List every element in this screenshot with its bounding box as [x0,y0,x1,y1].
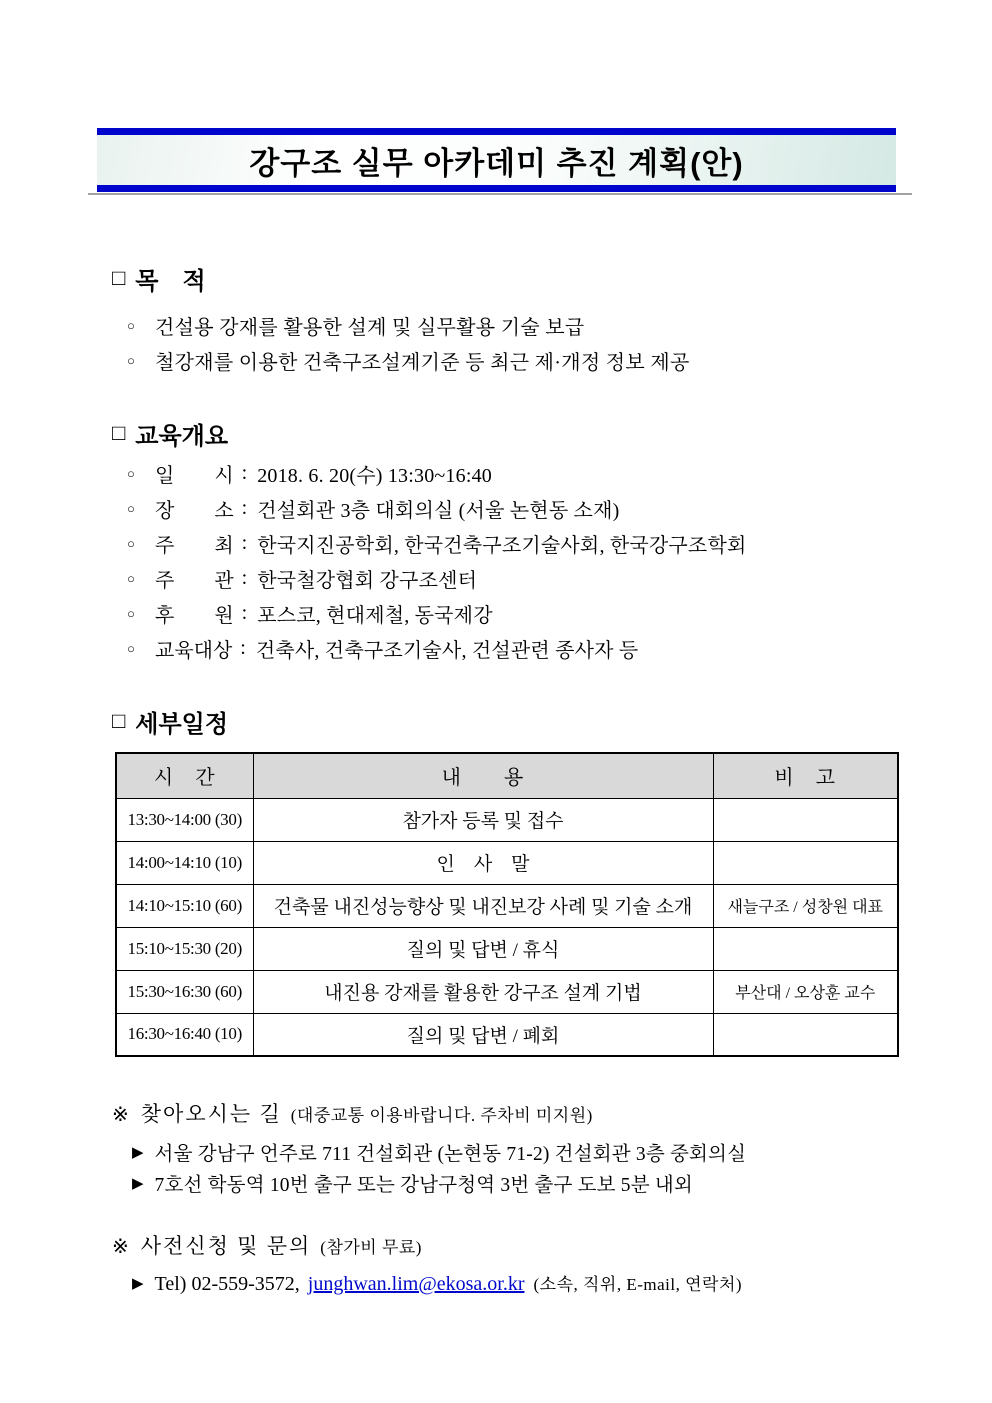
contact-line [132,1270,742,1296]
overview-item-label: 일 시 [155,465,234,487]
column-header-time: 시 간 [116,753,253,798]
list-item [132,1167,746,1198]
column-header-content: 내 용 [253,753,713,798]
colon-separator: : [241,602,248,624]
directions-heading-note: (대중교통 이용바랍니다. 주차비 미지원) [290,1106,593,1125]
overview-item-value: 건축사, 건축구조기술사, 건설관련 종사자 등 [255,640,639,662]
arrow-bullet-icon: ▶ [132,1173,144,1192]
cell-content: 참가자 등록 및 접수 [253,798,713,841]
banner-underline [88,193,912,195]
contact-heading [112,1230,422,1260]
table-row [116,1013,898,1056]
overview-item-label: 주 관 [155,570,234,592]
overview-item-value: 포스코, 현대제철, 동국제강 [257,605,493,627]
list-item [127,526,746,561]
circle-bullet-icon: ○ [127,317,135,333]
reference-mark-icon: ※ [112,1104,129,1126]
colon-separator: : [241,462,248,484]
arrow-bullet-icon: ▶ [132,1274,144,1292]
list-item [127,491,746,526]
purpose-list [127,308,690,378]
circle-bullet-icon: ○ [127,605,135,621]
section-heading-text: 교육개요 [135,423,229,450]
column-header-note: 비 고 [713,753,898,798]
cell-time: 14:10~15:10 (60) [116,884,253,927]
section-heading-text: 목 적 [135,268,206,295]
directions-list [132,1136,746,1198]
list-item [127,631,746,666]
cell-content: 질의 및 답변 / 휴식 [253,927,713,970]
cell-content: 질의 및 답변 / 폐회 [253,1013,713,1056]
page-title: 강구조 실무 아카데미 추진 계획(안) [249,145,744,181]
email-link[interactable]: junghwan.lim@ekosa.or.kr [307,1273,525,1295]
table-header-row [116,753,898,798]
colon-separator: : [241,497,248,519]
cell-time: 14:00~14:10 (10) [116,841,253,884]
section-heading-schedule [112,704,228,739]
list-item [132,1136,746,1167]
circle-bullet-icon: ○ [127,535,135,551]
circle-bullet-icon: ○ [127,640,135,656]
cell-time: 16:30~16:40 (10) [116,1013,253,1056]
overview-item-label: 장 소 [155,500,234,522]
overview-item-label: 후 원 [155,605,234,627]
overview-item-label: 교육대상 [155,640,233,662]
table-row [116,884,898,927]
table-row [116,798,898,841]
phone-number: Tel) 02-559-3572, [154,1273,300,1295]
square-bullet-icon: □ [112,264,126,290]
cell-note [713,1013,898,1056]
overview-item-label: 주 최 [155,535,234,557]
cell-note: 부산대 / 오상훈 교수 [713,970,898,1013]
cell-note [713,927,898,970]
colon-separator: : [240,637,246,659]
contact-heading-text: 사전신청 및 문의 [140,1234,312,1258]
list-item [127,343,690,378]
cell-content: 건축물 내진성능향상 및 내진보강 사례 및 기술 소개 [253,884,713,927]
circle-bullet-icon: ○ [127,570,135,586]
list-item [127,596,746,631]
circle-bullet-icon: ○ [127,500,135,516]
contact-heading-note: (참가비 무료) [320,1238,422,1257]
table-row [116,927,898,970]
directions-heading [112,1098,593,1128]
overview-list [127,456,746,666]
cell-content: 인 사 말 [253,841,713,884]
reference-mark-icon: ※ [112,1236,129,1258]
directions-item-text: 서울 강남구 언주로 711 건설회관 (논현동 71-2) 건설회관 3층 중회의실 [154,1143,747,1165]
cell-time: 13:30~14:00 (30) [116,798,253,841]
section-heading-overview [112,416,228,451]
circle-bullet-icon: ○ [127,465,135,481]
directions-item-text: 7호선 학동역 10번 출구 또는 강남구청역 3번 출구 도보 5분 내외 [154,1174,693,1196]
table-row [116,970,898,1013]
cell-time: 15:10~15:30 (20) [116,927,253,970]
purpose-item-text: 건설용 강재를 활용한 설계 및 실무활용 기술 보급 [155,317,585,339]
list-item [127,308,690,343]
section-heading-text: 세부일정 [135,711,229,738]
cell-note: 새늘구조 / 성창원 대표 [713,884,898,927]
cell-content: 내진용 강재를 활용한 강구조 설계 기법 [253,970,713,1013]
table-row [116,841,898,884]
colon-separator: : [241,567,248,589]
list-item [127,561,746,596]
purpose-item-text: 철강재를 이용한 건축구조설계기준 등 최근 제·개정 정보 제공 [155,352,690,374]
title-banner [97,128,896,192]
overview-item-value: 한국지진공학회, 한국건축구조기술사회, 한국강구조학회 [257,535,747,557]
square-bullet-icon: □ [112,419,126,445]
circle-bullet-icon: ○ [127,352,135,368]
overview-item-value: 2018. 6. 20(수) 13:30~16:40 [257,465,492,487]
contact-fields-note: (소속, 직위, E-mail, 연락처) [533,1275,743,1294]
cell-note [713,841,898,884]
overview-item-value: 한국철강협회 강구조센터 [257,570,478,592]
schedule-table [115,752,899,1057]
square-bullet-icon: □ [112,707,126,733]
cell-time: 15:30~16:30 (60) [116,970,253,1013]
list-item [127,456,746,491]
arrow-bullet-icon: ▶ [132,1142,144,1161]
section-heading-purpose [112,261,206,296]
overview-item-value: 건설회관 3층 대회의실 (서울 논현동 소재) [257,500,620,522]
cell-note [713,798,898,841]
directions-heading-text: 찾아오시는 길 [140,1102,282,1126]
colon-separator: : [241,532,248,554]
